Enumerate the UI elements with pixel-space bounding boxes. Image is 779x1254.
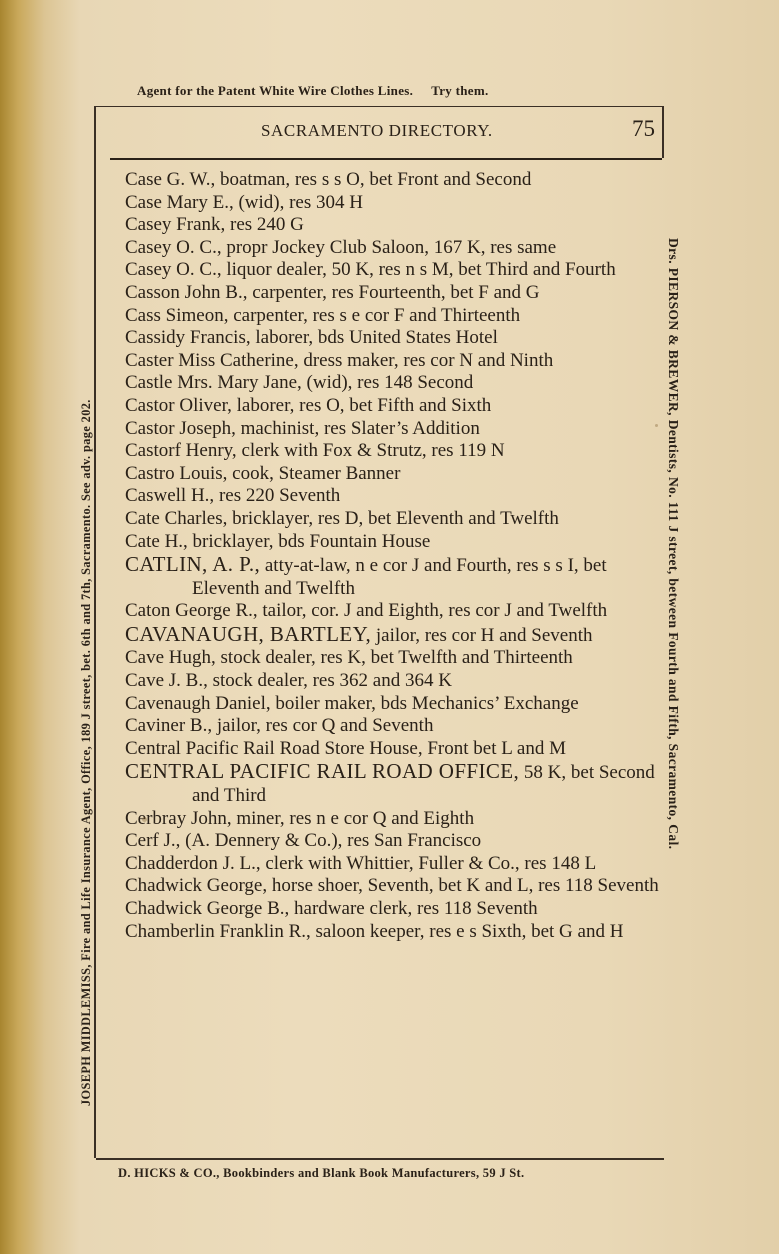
entry-details: bricklayer, res D, bet Eleventh and Twelfth: [227, 507, 559, 529]
entry-name: Casey O. C.,: [125, 236, 222, 258]
directory-entry: [120, 715, 660, 738]
header-rule: [110, 158, 662, 160]
entry-name: Chadderdon J. L.,: [125, 852, 261, 874]
directory-entry: [120, 237, 660, 260]
entry-details: saloon keeper, res e s Sixth, bet G and H: [310, 920, 624, 942]
directory-entry: [120, 921, 660, 944]
directory-entry: [120, 670, 660, 693]
entry-details: (wid), res 304 H: [233, 191, 363, 213]
page-title: SACRAMENTO DIRECTORY.: [261, 121, 493, 140]
entry-details: jailor, res cor H and Seventh: [371, 624, 593, 646]
directory-entry: [120, 853, 660, 876]
entry-name: Cerf J.,: [125, 830, 181, 852]
entry-name: Case Mary E.,: [125, 191, 234, 213]
entry-name: Castor Oliver,: [125, 394, 232, 416]
entry-name: Cavenaugh Daniel,: [125, 692, 271, 714]
entry-name: Caton George R.,: [125, 600, 258, 622]
entry-details: horse shoer, Seventh, bet K and L, res 118 Seventh: [267, 875, 659, 897]
frame-top-rule: [96, 106, 662, 107]
directory-entry: [120, 169, 660, 192]
directory-entries: [120, 169, 660, 943]
bottom-advertisement: D. HICKS & CO., Bookbinders and Blank Book Manufacturers, 59 J St.: [118, 1166, 525, 1180]
entry-details: res 220 Seventh: [214, 485, 341, 507]
entry-details: liquor dealer, 50 K, res n s M, bet Third and Fourth: [221, 259, 616, 281]
entry-details: boatman, res s s O, bet Front and Second: [215, 169, 532, 190]
entry-details: (wid), res 148 Second: [301, 372, 474, 394]
directory-entry: [120, 508, 660, 531]
entry-details: laborer, res O, bet Fifth and Sixth: [231, 394, 492, 416]
entry-name: Chadwick George B.,: [125, 898, 290, 919]
directory-entry: [120, 350, 660, 373]
paper-blemish: [655, 424, 658, 427]
entry-details: hardware clerk, res 118 Seventh: [289, 898, 538, 919]
frame-bottom-rule: [96, 1158, 664, 1160]
entry-details: dress maker, res cor N and Ninth: [298, 349, 554, 371]
entry-name: CENTRAL PACIFIC RAIL ROAD OFFICE,: [125, 759, 520, 784]
entry-details: res 240 G: [225, 214, 304, 236]
entry-name: Castro Louis,: [125, 462, 228, 484]
top-advert-text: Agent for the Patent White Wire Clothes Lines.: [137, 83, 414, 98]
directory-entry: [120, 395, 660, 418]
directory-entry: [120, 738, 660, 761]
directory-entry: [120, 808, 660, 831]
entry-details: cook, Steamer Banner: [227, 462, 401, 484]
entry-name: Casson John B.,: [125, 281, 248, 303]
left-margin-advertisement: JOSEPH MIDDLEMISS, Fire and Life Insurance Agent, Office, 189 J street, bet. 6th and 7th, Sacramento. See adv. page 202.: [79, 399, 93, 1106]
entry-details: clerk with Whittier, Fuller & Co., res 148 L: [260, 852, 597, 874]
directory-entry: [120, 372, 660, 395]
entry-name: Caswell H.,: [125, 485, 215, 507]
entry-details: machinist, res Slater’s Addition: [235, 417, 480, 439]
directory-entry: [120, 693, 660, 716]
entry-name: Cassidy Francis,: [125, 327, 251, 349]
entry-details: miner, res n e cor Q and Eighth: [231, 807, 475, 829]
entry-details: carpenter, res Fourteenth, bet F and G: [247, 281, 540, 303]
directory-entry: [120, 305, 660, 328]
entry-details: clerk with Fox & Strutz, res 119 N: [236, 440, 505, 462]
entry-details: boiler maker, bds Mechanics’ Exchange: [270, 692, 579, 714]
directory-entry: [120, 898, 660, 921]
entry-details: atty-at-law, n e cor J and Fourth, res s s I, bet Eleventh and Twelfth: [192, 555, 607, 599]
entry-details: stock dealer, res K, bet Twelfth and Thirteenth: [215, 647, 573, 669]
entry-name: Chadwick George,: [125, 875, 268, 897]
directory-entry: [120, 327, 660, 350]
directory-entry: [120, 760, 660, 807]
entry-name: Cass Simeon,: [125, 304, 229, 326]
directory-entry: [120, 600, 660, 623]
entry-name: Cate H.,: [125, 530, 188, 552]
directory-entry: [120, 214, 660, 237]
entry-details: bricklayer, bds Fountain House: [187, 530, 431, 552]
entry-name: Casey Frank,: [125, 214, 226, 236]
directory-entry: [120, 875, 660, 898]
entry-name: Castorf Henry,: [125, 440, 237, 462]
entry-name: Castle Mrs. Mary Jane,: [125, 372, 302, 394]
entry-name: CAVANAUGH, BARTLEY,: [125, 621, 372, 646]
entry-name: Cate Charles,: [125, 507, 228, 529]
entry-details: laborer, bds United States Hotel: [250, 327, 498, 349]
right-margin-advertisement: Drs. PIERSON & BREWER, Dentists, No. 111 J street, between Fourth and Fifth, Sacramento, Cal.: [666, 238, 681, 850]
directory-entry: [120, 647, 660, 670]
entry-name: Central Pacific Rail Road Store House,: [125, 737, 423, 759]
entry-name: Casey O. C.,: [125, 259, 222, 281]
directory-entry: [120, 259, 660, 282]
entry-name: Castor Joseph,: [125, 417, 236, 439]
entry-details: carpenter, res s e cor F and Thirteenth: [228, 304, 521, 326]
directory-entry: [120, 440, 660, 463]
page-number: 75: [632, 116, 655, 141]
directory-entry: [120, 463, 660, 486]
top-advert-try: Try them.: [431, 83, 489, 98]
entry-details: stock dealer, res 362 and 364 K: [207, 670, 452, 692]
entry-name: Caviner B.,: [125, 715, 213, 737]
entry-details: tailor, cor. J and Eighth, res cor J and Twelfth: [257, 600, 608, 622]
entry-name: Caster Miss Catherine,: [125, 349, 299, 371]
frame-right-rule: [662, 106, 664, 158]
directory-entry: [120, 553, 660, 600]
entry-name: Cave J. B.,: [125, 670, 208, 692]
entry-name: Case G. W.,: [125, 169, 216, 190]
directory-entry: [120, 418, 660, 441]
entry-name: Cave Hugh,: [125, 647, 216, 669]
directory-entry: [120, 485, 660, 508]
entry-details: (A. Dennery & Co.), res San Francisco: [180, 830, 482, 852]
entry-details: Front bet L and M: [422, 737, 566, 759]
directory-entry: [120, 623, 660, 648]
directory-entry: [120, 830, 660, 853]
entry-name: Chamberlin Franklin R.,: [125, 920, 311, 942]
entry-name: CATLIN, A. P.,: [125, 552, 261, 577]
entry-name: Cerbray John,: [125, 807, 232, 829]
directory-entry: [120, 192, 660, 215]
directory-entry: [120, 531, 660, 554]
paper-blemish: [142, 817, 147, 822]
entry-details: jailor, res cor Q and Seventh: [212, 715, 434, 737]
top-advertisement: [137, 83, 637, 99]
entry-details: propr Jockey Club Saloon, 167 K, res same: [221, 236, 557, 258]
frame-left-rule: [94, 106, 96, 1158]
directory-entry: [120, 282, 660, 305]
entry-details: 58 K, bet Second and Third: [192, 762, 655, 807]
